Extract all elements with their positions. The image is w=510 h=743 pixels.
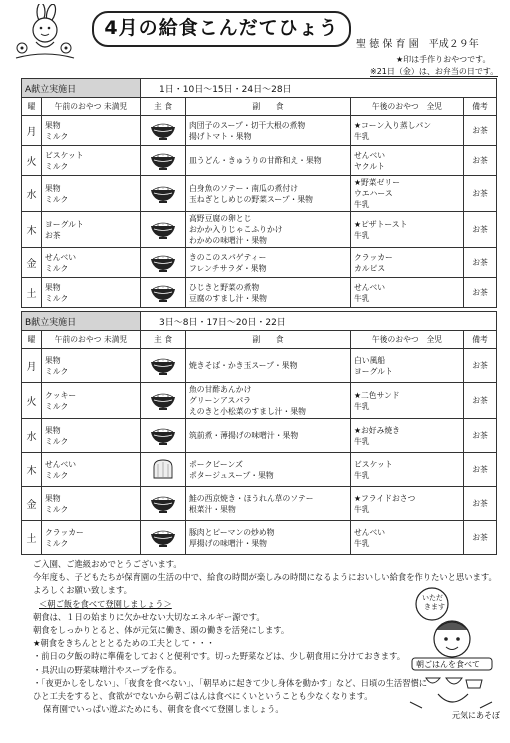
side-dish-cell [186,453,351,487]
pm-snack-item: ヨーグルト [354,366,393,376]
pm-snack-item: 牛乳 [354,436,370,446]
am-snack-cell [42,419,141,453]
col-snack-pm: 午後のおやつ 全児 [351,331,464,349]
side-dish-cell [186,248,351,278]
closing-line: よろしくお願い致します。 [33,585,132,596]
pm-snack-item: ★コーン入り蒸しパン [354,120,432,130]
svg-text:きます: きます [424,603,445,611]
pm-snack-item: ★フライドおさつ [354,493,416,503]
am-drink-item: ミルク [45,504,69,514]
side-dish-cell [186,349,351,383]
pm-snack-cell [351,116,464,146]
staple-cell [141,419,186,453]
weekday-cell: 木 [22,212,42,248]
side-dish-line: 揚げトマト・果物 [189,131,252,141]
col-remarks: 備考 [464,98,497,116]
col-day: 曜 [22,331,42,349]
pm-snack-item: 牛乳 [354,131,370,141]
col-side: 副 食 [186,98,351,116]
pm-snack-cell [351,453,464,487]
breakfast-line-5: ・具沢山の野菜味噌汁やスープを作る。 [33,664,182,675]
menu-a-header-row [22,98,497,116]
side-dish-cell [186,176,351,212]
svg-text:元気にあそぼ: 元気にあそぼ [452,711,500,720]
pm-snack-item: カルピス [354,263,386,273]
side-dish-line: 魚の甘酢あんかけ [189,385,252,394]
rice-bowl-icon [149,218,177,240]
am-snack-cell [42,146,141,176]
side-dish-line: おかか入りじゃこふりかけ [189,225,283,234]
weekday-cell: 木 [22,453,42,487]
am-snack-cell [42,383,141,419]
am-snack-item: 果物 [45,493,61,503]
weekday-cell: 土 [22,278,42,308]
am-snack-item: 果物 [45,425,61,435]
rice-bowl-icon [149,492,177,514]
side-dish-line: 豚肉とピーマンの炒め物 [189,527,275,537]
side-dish-line: 肉団子のスープ・切干大根の煮物 [189,120,306,130]
side-dish-cell [186,487,351,521]
menu-b-header-row [22,331,497,349]
greeting: ご入園、ご進級おめでとうございます。 [33,559,182,569]
breakfast-line-4: ・前日の夕飯の時に準備をしておくと便利です。切った野菜などは、少し朝食用に分けておきます。 [33,651,406,662]
menu-b-band [22,312,497,331]
am-drink-item: ミルク [45,538,69,548]
menu-row [22,278,497,308]
pm-snack-item: ★お好み焼き [354,425,400,435]
pm-snack-item: せんべい [354,282,386,292]
weekday-cell: 火 [22,146,42,176]
am-snack-cell [42,116,141,146]
page-title: 4月の給食こんだてひょう [92,11,351,47]
am-snack-item: 果物 [45,120,61,130]
col-day: 曜 [22,98,42,116]
staple-cell [141,521,186,555]
breakfast-line-3: ★朝食をきちんとととるための工夫として・・・ [33,638,215,649]
breakfast-heading: ＜朝ご飯を食べて登園しましょう＞ [39,598,172,609]
side-dish-cell [186,278,351,308]
menu-b-label: B献立実施日 [22,312,141,331]
staple-cell [141,453,186,487]
menu-row [22,419,497,453]
rice-bowl-icon [149,149,177,171]
col-remarks: 備考 [464,331,497,349]
am-snack-item: ヨーグルト [45,219,84,229]
am-snack-cell [42,349,141,383]
rice-bowl-icon [149,182,177,204]
menu-row [22,146,497,176]
menu-row [22,487,497,521]
remarks-cell: お茶 [464,248,497,278]
side-dish-line: フレンチサラダ・果物 [189,263,267,273]
rice-bowl-icon [149,526,177,548]
remarks-cell: お茶 [464,176,497,212]
rabbit-mascot-illustration [14,4,76,62]
am-snack-item: せんべい [45,459,77,469]
side-dish-line: えのきと小松菜のすまし汁・果物 [189,407,306,416]
staple-cell [141,212,186,248]
pm-snack-cell [351,487,464,521]
am-snack-cell [42,176,141,212]
remarks-cell: お茶 [464,278,497,308]
side-dish-line: ポークビーンズ [189,459,243,469]
weekday-cell: 水 [22,419,42,453]
col-snack-am: 午前のおやつ 未満児 [42,331,141,349]
am-snack-cell [42,212,141,248]
pm-snack-item: クラッカー [354,252,393,262]
side-dish-cell [186,146,351,176]
remarks-cell: お茶 [464,116,497,146]
menu-row [22,383,497,419]
menu-row [22,521,497,555]
side-dish-cell [186,212,351,248]
pm-snack-item: ★ピザトースト [354,219,408,229]
remarks-cell: お茶 [464,349,497,383]
side-dish-cell [186,521,351,555]
menu-b-dates: 3日～8日・17日～20日・22日 [141,312,497,331]
side-dish-line: グリーンアスパラ [189,396,251,405]
weekday-cell: 月 [22,349,42,383]
col-side: 副 食 [186,331,351,349]
weekday-cell: 土 [22,521,42,555]
side-dish-line: 玉ねぎとしめじの野菜スープ・果物 [189,194,313,204]
bread-icon [150,458,176,480]
pm-snack-cell [351,419,464,453]
am-snack-cell [42,453,141,487]
pm-snack-item: ★二色サンド [354,390,400,400]
side-dish-line: ポタージュスープ・果物 [189,470,274,480]
pm-snack-item: 牛乳 [354,504,370,514]
am-snack-cell [42,487,141,521]
remarks-cell: お茶 [464,419,497,453]
weekday-cell: 金 [22,248,42,278]
side-dish-line: きのこのスパゲティー [189,252,267,262]
am-snack-item: ビスケット [45,150,84,160]
am-drink-item: ミルク [45,401,69,411]
pm-snack-item: 牛乳 [354,470,370,480]
pm-snack-item: 牛乳 [354,230,370,240]
menu-row [22,176,497,212]
pm-snack-cell [351,176,464,212]
breakfast-line-7: ひと工夫をすると、食欲がでないから朝ごはんは食べにくいということも少なくなります。 [33,691,373,702]
menu-row [22,453,497,487]
am-snack-item: せんべい [45,252,77,262]
staple-cell [141,146,186,176]
pm-snack-cell [351,248,464,278]
staple-cell [141,278,186,308]
am-drink-item: ミルク [45,436,69,446]
pm-snack-cell [351,278,464,308]
pm-snack-item: 白い風船 [354,355,386,365]
lunchbox-day-note: ※21日（金）は、お弁当の日です。 [370,67,499,76]
rice-bowl-icon [149,389,177,411]
staple-cell [141,116,186,146]
weekday-cell: 水 [22,176,42,212]
remarks-cell: お茶 [464,212,497,248]
remarks-cell: お茶 [464,487,497,521]
col-snack-pm: 午後のおやつ 全児 [351,98,464,116]
weekday-cell: 月 [22,116,42,146]
pm-snack-cell [351,212,464,248]
breakfast-line-6: ・「夜更かしをしない」、「夜食を食べない」、「朝早めに起きて少し身体を動かす」など、日頃の生活習慣に [33,677,428,688]
am-snack-item: クラッカー [45,527,84,537]
side-dish-line: 厚揚げの味噌汁・果物 [189,538,267,548]
am-drink-item: ミルク [45,263,69,273]
rice-bowl-icon [149,119,177,141]
pm-snack-item: せんべい [354,527,386,537]
menu-b-table [21,311,497,555]
breakfast-line-1: 朝食は、１日の始まりに欠かせない大切なエネルギー源です。 [33,611,265,622]
remarks-cell: お茶 [464,521,497,555]
am-drink-item: ミルク [45,470,69,480]
staple-cell [141,487,186,521]
am-drink-item: ミルク [45,194,69,204]
side-dish-line: 筑前煮・薄揚げの味噌汁・果物 [189,431,299,440]
am-snack-cell [42,248,141,278]
weekday-cell: 金 [22,487,42,521]
pm-snack-item: ヤクルト [354,161,385,171]
am-drink-item: ミルク [45,131,69,141]
col-staple: 主 食 [141,331,186,349]
pm-snack-cell [351,521,464,555]
side-dish-cell [186,116,351,146]
menu-row [22,248,497,278]
pm-snack-item: せんべい [354,150,386,160]
breakfast-line-2: 朝食をしっかりとると、体が元気に働き、頭の働きを活発にします。 [33,625,290,636]
menu-row [22,116,497,146]
menu-a-band [22,79,497,98]
pm-snack-item: 牛乳 [354,200,370,209]
side-dish-cell [186,383,351,419]
menu-a-table [21,78,497,308]
menu-a-label: A献立実施日 [22,79,141,98]
staple-cell [141,248,186,278]
pm-snack-item: 牛乳 [354,293,370,303]
side-dish-line: わかめの味噌汁・果物 [189,236,267,245]
col-staple: 主 食 [141,98,186,116]
menu-row [22,212,497,248]
am-snack-cell [42,278,141,308]
rice-bowl-icon [149,281,177,303]
pm-snack-item: 牛乳 [354,538,370,548]
am-snack-item: 果物 [45,282,61,292]
intro-paragraph: 今年度も、子どもたちが保育園の生活の中で、給食の時間が楽しみの時間になるようにおいしい給食を作りたいと思います。 [33,572,497,583]
menu-a-dates: 1日・10日～15日・24日～28日 [141,79,497,98]
menu-row [22,349,497,383]
svg-text:朝ごはんを食べて: 朝ごはんを食べて [416,660,480,669]
pm-snack-cell [351,146,464,176]
am-snack-item: クッキー [45,390,77,400]
pm-snack-item: ★野菜ゼリー [354,178,400,187]
side-dish-line: 豆腐のすまし汁・果物 [189,293,267,303]
rice-bowl-icon [149,251,177,273]
pm-snack-item: ビスケット [354,459,393,469]
am-drink-item: お茶 [45,230,61,240]
pm-snack-item: 牛乳 [354,401,370,411]
rice-bowl-icon [149,424,177,446]
pm-snack-item: ウエハース [354,189,393,198]
am-drink-item: ミルク [45,161,69,171]
breakfast-line-8: 保育園でいっぱい遊ぶためにも、朝食を食べて登園しましょう。 [43,704,284,715]
staple-cell [141,176,186,212]
handmade-snack-note: ★印は手作りおやつです。 [396,55,491,64]
am-drink-item: ミルク [45,366,69,376]
side-dish-line: 白身魚のソテー・南瓜の煮付け [189,183,299,193]
col-snack-am: 午前のおやつ 未満児 [42,98,141,116]
staple-cell [141,383,186,419]
side-dish-line: 皿うどん・きゅうりの甘酢和え・果物 [189,156,322,165]
pm-snack-cell [351,349,464,383]
side-dish-line: 焼きそば・かき玉スープ・果物 [189,361,298,370]
remarks-cell: お茶 [464,453,497,487]
am-snack-item: 果物 [45,355,61,365]
am-drink-item: ミルク [45,293,69,303]
svg-text:いただ: いただ [422,594,443,602]
staple-cell [141,349,186,383]
side-dish-cell [186,419,351,453]
remarks-cell: お茶 [464,383,497,419]
side-dish-line: ひじきと野菜の煮物 [189,282,260,292]
rice-bowl-icon [149,354,177,376]
school-name-year: 聖 徳 保 育 園 平成２９年 [356,39,479,50]
side-dish-line: 鮭の西京焼き・ほうれん草のソテー [189,493,314,503]
am-snack-item: 果物 [45,183,61,193]
weekday-cell: 火 [22,383,42,419]
pm-snack-cell [351,383,464,419]
am-snack-cell [42,521,141,555]
remarks-cell: お茶 [464,146,497,176]
side-dish-line: 高野豆腐の卵とじ [189,214,252,223]
side-dish-line: 根菜汁・果物 [189,504,236,514]
child-eating-breakfast-illustration [402,584,500,724]
